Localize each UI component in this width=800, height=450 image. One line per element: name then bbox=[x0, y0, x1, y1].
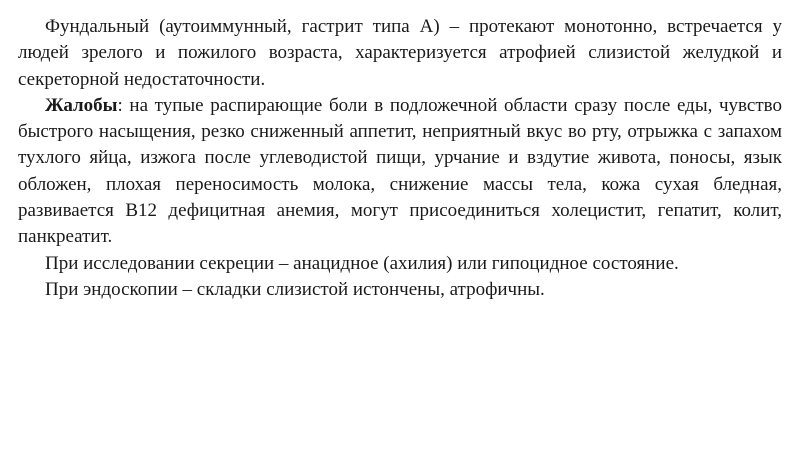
paragraph-endoscopy: При эндоскопии – складки слизистой истончены, атрофичны. bbox=[45, 278, 545, 300]
paragraph-complaints bbox=[18, 93, 782, 251]
complaints-label: Жалобы bbox=[45, 94, 118, 116]
slide-text-body bbox=[18, 14, 782, 303]
paragraph-secretion: При исследовании секреции – анацидное (ахилия) или гипоцидное состояние. bbox=[45, 252, 679, 274]
paragraph-definition: Фундальный (аутоиммунный, гастрит типа А) – протекают монотонно, встречается у людей зрелого и пожилого возраста, характеризуется атрофией слизистой желудкой и секреторной недостаточности. bbox=[18, 16, 782, 90]
complaints-text: : на тупые распирающие боли в подложечной области сразу после еды, чувство быстрого насыщения, резко сниженный аппетит, неприятный вкус во рту, отрыжка с запахом тухлого яйца, изжога после углеводистой пищи, урчание и вздутие живота, поносы, язык обложен, плохая переносимость молока, снижение массы тела, кожа сухая бледная, развивается В12 дефицитная анемия, могут присоединиться холецистит, гепатит, колит, панкреатит. bbox=[18, 94, 782, 248]
